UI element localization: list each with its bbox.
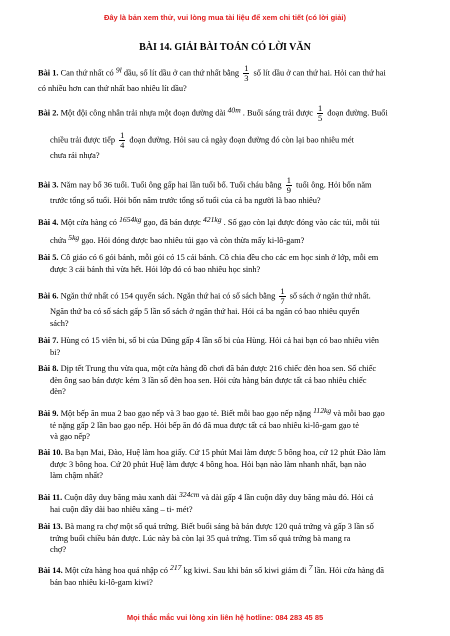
problem-8: Bài 8. Dịp tết Trung thu vừa qua, một cửa hàng đồ chơi đã bán được 216 chiếc đèn hoa sen. Số chiếc đèn ông sao bán được kém 3 lần số đèn hoa sen. Hỏi cửa hàng bán được tất cả bao nhiêu chiếc đèn?	[38, 364, 377, 396]
fraction: $\frac{1}{9}$	[286, 176, 291, 195]
problem-label: Bài 5.	[38, 253, 59, 262]
fraction: $\frac{1}{7}$	[280, 287, 285, 306]
fraction: $\frac{1}{4}$	[120, 131, 125, 150]
problem-label: Bài 6.	[38, 291, 59, 301]
problem-label: Bài 2.	[38, 108, 59, 118]
problem-label: Bài 4.	[38, 218, 59, 227]
problem-14: Bài 14. Một cửa hàng hoa quả nhập có 217 kg kiwi. Sau khi bán số kiwi giảm đi 7 lần. Hỏi cửa hàng đã bán bao nhiêu ki-lô-gam kiwi?	[38, 563, 384, 587]
problem-13: Bài 13. Bà mang ra chợ một số quả trứng. Biết buổi sáng bà bán được 120 quả trứng và gấp 3 lần số trứng buổi chiều bán được. Lúc này bà còn lại 35 quả trứng. Tìm số quả trứng bà mang ra chợ?	[38, 522, 374, 554]
fraction: $\frac{1}{3}$	[244, 64, 249, 83]
problem-11: Bài 11. Cuộn dây duy băng màu xanh dài 324cm và dài gấp 4 lần cuộn dây duy băng màu đỏ. Hỏi cả hai cuộn dây dài bao nhiêu xăng – ti- mét?	[38, 490, 374, 514]
problem-label: Bài 3.	[38, 180, 59, 190]
problem-2: Bài 2. Một đội công nhân trải nhựa một đoạn đường dài 40m . Buổi sáng trải được $\frac{1}{5}$ đoạn đường. Buổi chiều trải được tiếp $\frac{1}{4}$ đoạn đường. Hỏi sau cả ngày đoạn đường đó còn lại bao nhiêu mét chưa rải nhựa?	[38, 104, 388, 160]
preview-notice-banner: Đây là bản xem thử, vui lòng mua tài liệu để xem chi tiết (có lời giải)	[103, 13, 347, 22]
problem-1: Bài 1. Can thứ nhất có 9l dầu, số lít dầu ở can thứ nhất bằng $\frac{1}{3}$ số lít dầu ở can thứ hai. Hỏi can thứ hai có nhiều hơn can thứ nhất bao nhiêu lít dầu?	[38, 64, 386, 93]
problem-6: Bài 6. Ngăn thứ nhất có 154 quyển sách. Ngăn thứ hai có số sách bằng $\frac{1}{7}$ số sách ở ngăn thứ nhất. Ngăn thứ ba có số sách gấp 5 lần số sách ở ngăn thứ hai. Hỏi cả ba ngăn có bao nhiêu quyển sách?	[38, 287, 371, 328]
problem-label: Bài 1.	[38, 68, 59, 78]
problem-10: Bài 10. Ba bạn Mai, Đào, Huệ làm hoa giấy. Cứ 15 phút Mai làm được 5 bông hoa, cứ 12 phút Đào làm được 3 bông hoa. Cứ 20 phút Huệ làm được 4 bông hoa. Hỏi bạn nào làm nhanh nhất, bạn nào làm chậm nhất?	[38, 448, 386, 480]
problem-3: Bài 3. Năm nay bố 36 tuổi. Tuổi ông gấp hai lần tuổi bố. Tuổi cháu bằng $\frac{1}{9}$ tuổi ông. Hỏi bốn năm trước tổng số tuổi. Hỏi bốn năm trước tổng số tuổi của cả ba người là bao nhiêu?	[38, 176, 372, 205]
problem-label: Bài 8.	[38, 364, 59, 373]
problem-9: Bài 9. Một bếp ăn mua 2 bao gạo nếp và 3 bao gạo tẻ. Biết mỗi bao gạo nếp nặng 112kg và mỗi bao gạo tẻ nặng gấp 2 lần bao gạo nếp. Hỏi bếp ăn đó đã mua được tất cả bao nhiêu ki-lô-gam gạo tẻ và gạo nếp?	[38, 406, 385, 441]
problem-label: Bài 10.	[38, 448, 63, 457]
fraction: $\frac{1}{5}$	[318, 104, 323, 123]
problem-label: Bài 13.	[38, 522, 63, 531]
problem-label: Bài 7.	[38, 336, 59, 345]
hotline-footer-banner: Mọi thắc mắc vui lòng xin liên hệ hotline: 084 283 45 85	[126, 613, 324, 622]
problem-label: Bài 9.	[38, 409, 59, 418]
problem-5: Bài 5. Cô giáo có 6 gói bánh, mỗi gói có 15 cái bánh. Cô chia đều cho các em học sinh ở lớp, mỗi em được 3 cái bánh thì vừa hết. Hỏi lớp đó có bao nhiêu học sinh?	[38, 253, 379, 274]
problem-label: Bài 11.	[38, 493, 63, 502]
problem-label: Bài 14.	[38, 566, 63, 575]
problem-4: Bài 4. Một cửa hàng có 1654kg gạo, đã bán được 421kg . Số gạo còn lại được đóng vào các túi, mỗi túi chứa 5kg gạo. Hỏi đóng được bao nhiêu túi gạo và còn thừa mấy ki-lô-gam?	[38, 215, 380, 245]
problem-7: Bài 7. Hùng có 15 viên bi, số bi của Dũng gấp 4 lần số bi của Hùng. Hỏi cả hai bạn có bao nhiêu viên bi?	[38, 336, 379, 357]
page-title: BÀI 14. GIẢI BÀI TOÁN CÓ LỜI VĂN	[139, 42, 311, 53]
